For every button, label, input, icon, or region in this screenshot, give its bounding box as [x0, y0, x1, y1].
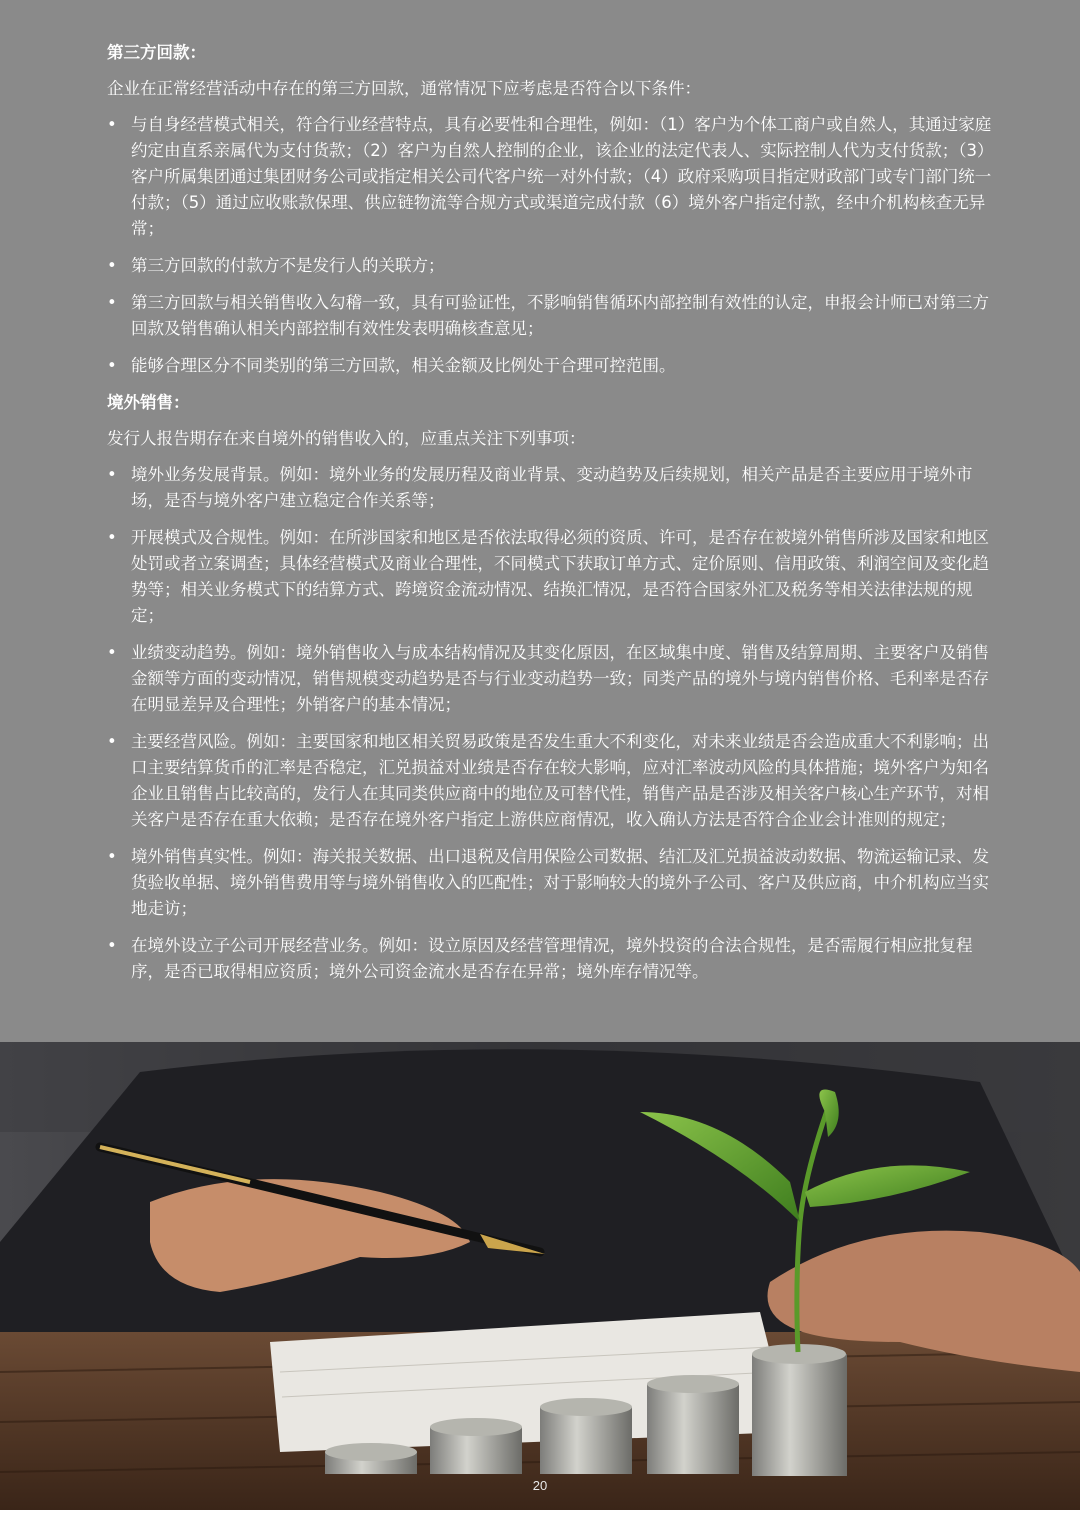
- list-item-text: 境外业务发展背景。例如：境外业务的发展历程及商业背景、变动趋势及后续规划，相关产品是否主要应用于境外市场，是否与境外客户建立稳定合作关系等；: [131, 465, 973, 510]
- list-item-text: 开展模式及合规性。例如：在所涉国家和地区是否依法取得必须的资质、许可，是否存在被境外销售所涉及国家和地区处罚或者立案调查；具体经营模式及商业合理性，不同模式下获取订单方式、定价原则、信用政策、利润空间及变化趋势等；相关业务模式下的结算方式、跨境资金流动情况、结换汇情况，是否符合国家外汇及税务等相关法律法规的规定；: [131, 528, 989, 625]
- list-item-text: 第三方回款的付款方不是发行人的关联方；: [131, 256, 445, 275]
- list-item-text: 境外销售真实性。例如：海关报关数据、出口退税及信用保险公司数据、结汇及汇兑损益波动数据、物流运输记录、发货验收单据、境外销售费用等与境外销售收入的匹配性；对于影响较大的境外子公司、客户及供应商，中介机构应当实地走访；: [131, 847, 989, 918]
- list-item: [107, 933, 1002, 985]
- bullet-list-overseas: [107, 462, 1002, 985]
- list-item: [107, 112, 1002, 242]
- list-item: [107, 844, 1002, 922]
- bullet-list-third-party: [107, 112, 1002, 379]
- bullet-icon: •: [107, 256, 117, 275]
- list-item: [107, 640, 1002, 718]
- page-number: 20: [532, 1478, 548, 1493]
- bullet-icon: •: [107, 936, 117, 955]
- bullet-icon: •: [107, 465, 117, 484]
- section-intro-third-party: 企业在正常经营活动中存在的第三方回款，通常情况下应考虑是否符合以下条件：: [107, 79, 701, 98]
- list-item: [107, 729, 1002, 833]
- list-item-text: 与自身经营模式相关，符合行业经营特点，具有必要性和合理性，例如：（1）客户为个体工商户或自然人，其通过家庭约定由直系亲属代为支付货款；（2）客户为自然人控制的企业，该企业的法定代表人、实际控制人代为支付货款；（3）客户所属集团通过集团财务公司或指定相关公司代客户统一对外付款；（4）政府采购项目指定财政部门或专门部门统一付款；（5）通过应收账款保理、供应链物流等合规方式或渠道完成付款（6）境外客户指定付款，经中介机构核查无异常；: [131, 115, 994, 238]
- list-item: [107, 353, 1002, 379]
- bullet-icon: •: [107, 643, 117, 662]
- section-heading-overseas: 境外销售：: [107, 393, 190, 412]
- section-heading-third-party: 第三方回款：: [107, 43, 206, 62]
- illustration-photo: [0, 1042, 1080, 1510]
- bullet-icon: •: [107, 356, 117, 375]
- list-item-text: 主要经营风险。例如：主要国家和地区相关贸易政策是否发生重大不利变化，对未来业绩是否会造成重大不利影响；出口主要结算货币的汇率是否稳定，汇兑损益对业绩是否存在较大影响，应对汇率波动风险的具体措施；境外客户为知名企业且销售占比较高的，发行人在其同类供应商中的地位及可替代性，销售产品是否涉及相关客户核心生产环节，对相关客户是否存在重大依赖；是否存在境外客户指定上游供应商情况，收入确认方法是否符合企业会计准则的规定；: [131, 732, 989, 829]
- bottom-margin: [0, 1510, 1080, 1527]
- bullet-icon: •: [107, 847, 117, 866]
- list-item: [107, 462, 1002, 514]
- list-item: [107, 525, 1002, 629]
- content: [107, 40, 1002, 996]
- list-item-text: 业绩变动趋势。例如：境外销售收入与成本结构情况及其变化原因，在区域集中度、销售及结算周期、主要客户及销售金额等方面的变动情况，销售规模变动趋势是否与行业变动趋势一致；同类产品的境外与境内销售价格、毛利率是否存在明显差异及合理性；外销客户的基本情况；: [131, 643, 989, 714]
- bullet-icon: •: [107, 732, 117, 751]
- bullet-icon: •: [107, 528, 117, 547]
- list-item: [107, 253, 1002, 279]
- section-intro-overseas: 发行人报告期存在来自境外的销售收入的，应重点关注下列事项：: [107, 429, 586, 448]
- list-item: [107, 290, 1002, 342]
- list-item-text: 能够合理区分不同类别的第三方回款，相关金额及比例处于合理可控范围。: [131, 356, 676, 375]
- list-item-text: 第三方回款与相关销售收入勾稽一致，具有可验证性，不影响销售循环内部控制有效性的认定，申报会计师已对第三方回款及销售确认相关内部控制有效性发表明确核查意见；: [131, 293, 989, 338]
- bullet-icon: •: [107, 115, 117, 134]
- coins-plant-illustration: [0, 1042, 1080, 1510]
- list-item-text: 在境外设立子公司开展经营业务。例如：设立原因及经营管理情况，境外投资的合法合规性，是否需履行相应批复程序，是否已取得相应资质；境外公司资金流水是否存在异常；境外库存情况等。: [131, 936, 973, 981]
- bullet-icon: •: [107, 293, 117, 312]
